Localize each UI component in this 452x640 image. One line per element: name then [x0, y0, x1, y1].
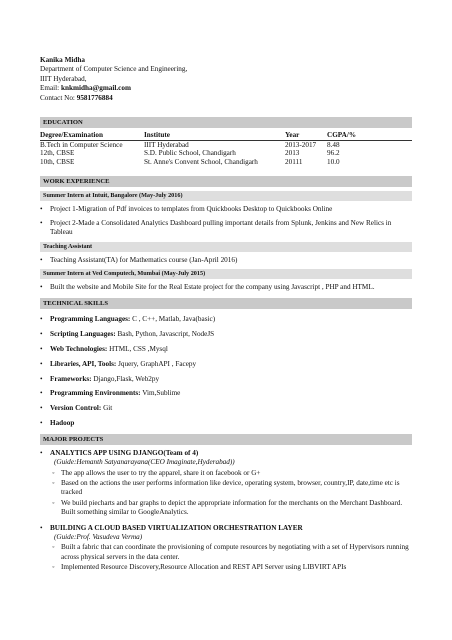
skill-label: Web Technologies: [50, 344, 108, 353]
skill-value: Jquery, GraphAPI , Facepy [116, 359, 197, 368]
table-row [40, 140, 412, 149]
skill-value: HTML, CSS ,Mysql [107, 344, 168, 353]
list-item: ◦ Built a fabric that can coordinate the provisioning of compute resources by negotiating with a set of Hypervisors running across physical servers in the data center. [52, 543, 412, 562]
candidate-name: Kanika Midha [40, 56, 85, 64]
list-item: ◦ Implemented Resource Discovery,Resource Allocation and REST API Server using LIBVIRT APIs [52, 563, 412, 572]
list-item: ◦ The app allows the user to try the apparel, share it on facebook or G+ [52, 469, 412, 478]
skill-item [40, 404, 412, 413]
institute: IIIT Hyderabad, [40, 74, 87, 83]
list-item: ◦ We build piecharts and bar graphs to depict the appropriate information for the merchants on the Merchant Dashboard. Built something similar to GoogleAnalytics. [52, 499, 412, 518]
skill-item [40, 419, 412, 428]
table-cell: 2013 [285, 149, 300, 158]
ved-list [40, 283, 412, 292]
table-cell: IIIT Hyderabad [144, 140, 189, 149]
project-guide: (Guide:Hemanth Satyanarayana(CEO Imaginate,Hyderabad)) [54, 458, 235, 467]
skill-label: Version Control: [50, 404, 102, 413]
skill-value: C , C++, Matlab, Java(basic) [130, 314, 216, 323]
subsection-ved-computech: Summer Intern at Ved Computech, Mumbai (May-July 2015) [40, 269, 412, 279]
project-points [52, 469, 412, 518]
skill-label: Programming Environments: [50, 389, 141, 398]
contact-label: Contact No: [40, 93, 77, 102]
table-header-row [40, 131, 412, 140]
table-cell: 12th, CBSE [40, 149, 75, 158]
list-item: • Project 2-Made a Consolidated Analytics Dashboard pulling important details from Splunk, Jenkins and New Relics in Tableau [40, 219, 412, 238]
project-points [52, 543, 412, 572]
projects-list [40, 449, 412, 573]
table-cell: 8.48 [327, 140, 340, 149]
skill-value: Bash, Python, Javascript, NodeJS [115, 329, 215, 338]
skill-item [40, 315, 412, 324]
list-item: • Project 1-Migration of Pdf invoices to templates from Quickbooks Desktop to Quickbooks Online [40, 205, 412, 214]
section-technical-skills: TECHNICAL SKILLS [40, 298, 412, 309]
skill-value: Django,Flask, Web2py [91, 374, 160, 383]
section-education: EDUCATION [40, 117, 412, 128]
list-item: • Teaching Assistant(TA) for Mathematics course (Jan-April 2016) [40, 256, 412, 265]
contact-header [40, 56, 412, 103]
skill-item [40, 389, 412, 398]
education-table [40, 131, 412, 166]
table-cell: St. Anne's Convent School, Chandigarh [144, 157, 258, 166]
column-header: Institute [144, 131, 170, 140]
table-cell: 20111 [285, 157, 303, 166]
resume-page [40, 56, 412, 573]
project-item [40, 524, 412, 573]
ta-list [40, 256, 412, 265]
table-cell: B.Tech in Computer Science [40, 140, 123, 149]
skill-item [40, 360, 412, 369]
email-label: Email: [40, 84, 61, 93]
skill-label: Libraries, API, Tools: [50, 359, 117, 368]
contact-line [40, 94, 412, 103]
subsection-teaching-assistant: Teaching Assistant [40, 242, 412, 252]
column-header: Year [285, 131, 300, 140]
list-item: • Built the website and Mobile Site for the Real Estate project for the company using Javascript , PHP and HTML. [40, 283, 412, 292]
list-item: ◦ Based on the actions the user performs information like device, operating system, browser, country,IP, date,time etc is tracked [52, 479, 412, 498]
skill-item [40, 345, 412, 354]
intuit-list [40, 205, 412, 237]
section-major-projects: MAJOR PROJECTS [40, 434, 412, 445]
skill-label: Scripting Languages: [50, 329, 116, 338]
table-cell: 10th, CBSE [40, 157, 75, 166]
project-title: • BUILDING A CLOUD BASED VIRTUALIZATION ORCHESTRATION LAYER [50, 523, 303, 532]
skill-item [40, 375, 412, 384]
table-row [40, 149, 412, 158]
skills-list [40, 315, 412, 429]
column-header: Degree/Examination [40, 131, 103, 140]
skill-value: Git [101, 404, 113, 413]
email-line [40, 84, 412, 93]
project-title: • ANALYTICS APP USING DJANGO(Team of 4) [50, 448, 199, 457]
email-address[interactable]: knkmidha@gmail.com [60, 84, 131, 93]
project-item [40, 449, 412, 518]
subsection-intuit: Summer Intern at Intuit, Bangalore (May-July 2016) [40, 191, 412, 201]
contact-number: 9581776884 [76, 93, 113, 102]
table-cell: 10.0 [327, 157, 340, 166]
skill-label: Frameworks: [50, 374, 92, 383]
project-guide: (Guide:Prof. Vasudeva Verma) [54, 532, 143, 541]
skill-label: Programming Languages: [50, 314, 131, 323]
skill-item [40, 330, 412, 339]
column-header: CGPA/% [327, 131, 357, 140]
skill-value: Vim,Sublime [140, 389, 181, 398]
table-cell: S.D. Public School, Chandigarh [144, 149, 236, 158]
section-work-experience: WORK EXPERIENCE [40, 176, 412, 187]
table-row [40, 158, 412, 167]
table-cell: 96.2 [327, 149, 340, 158]
table-cell: 2013-2017 [285, 140, 317, 149]
department: Department of Computer Science and Engineering, [40, 65, 188, 74]
skill-label: Hadoop [50, 419, 75, 428]
